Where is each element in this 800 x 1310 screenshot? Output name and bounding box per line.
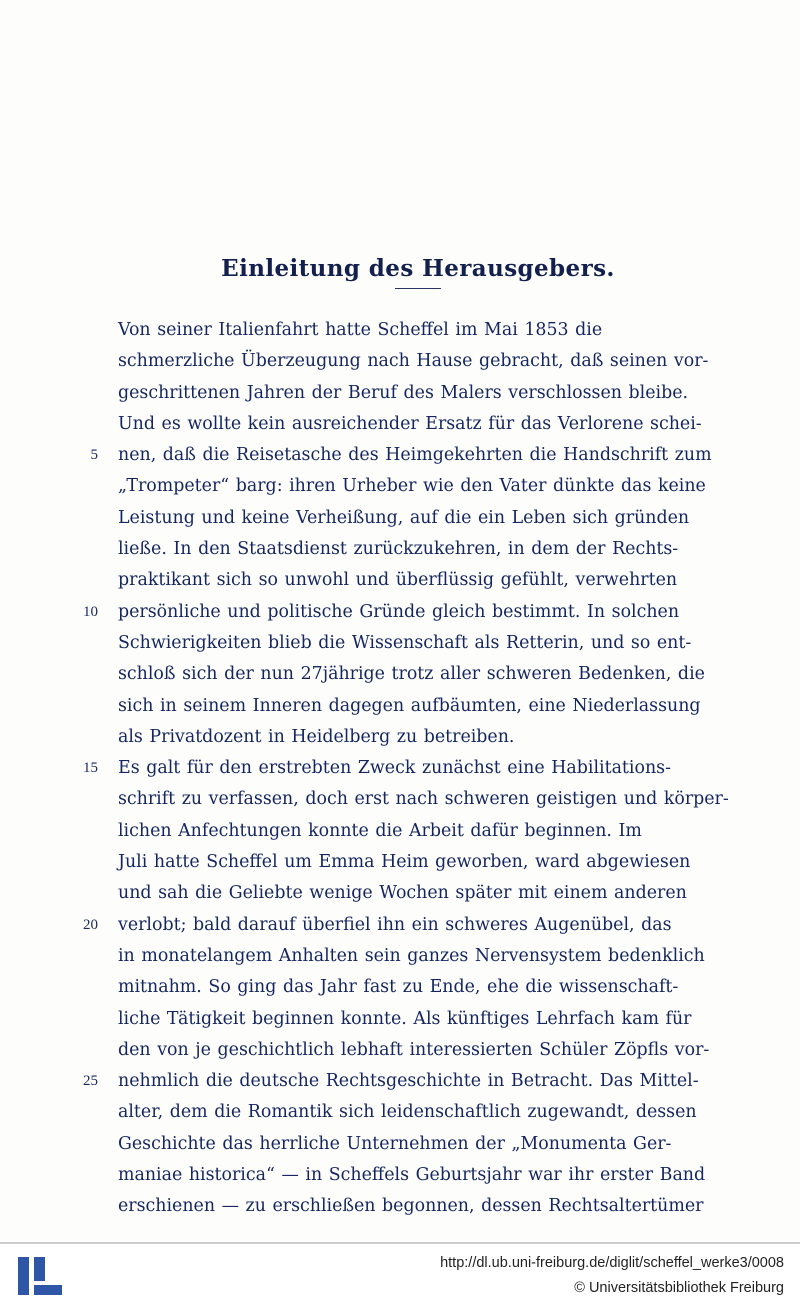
text-line (118, 722, 718, 753)
line-number: 10 (83, 603, 98, 620)
line-text: Von seiner Italienfahrt hatte Scheffel im Mai 1853 die (118, 320, 603, 340)
text-line (118, 471, 718, 502)
body-text (83, 315, 729, 1223)
line-text: lichen Anfechtungen konnte die Arbeit dafür beginnen. Im (118, 820, 642, 841)
text-line (118, 1097, 718, 1128)
line-text: nehmlich die deutsche Rechtsgeschichte in Betracht. Das Mittel- (118, 1071, 699, 1092)
line-text: verlobt; bald darauf überfiel ihn ein schweres Augenübel, das (118, 914, 672, 935)
text-line (118, 1035, 718, 1066)
line-text: Schwierigkeiten blieb die Wissenschaft als Retterin, und so ent- (118, 632, 692, 653)
source-url[interactable]: http://dl.ub.uni-freiburg.de/diglit/scheffel_werke3/0008 (440, 1255, 784, 1271)
line-text: Leistung und keine Verheißung, auf die ein Leben sich gründen (118, 507, 690, 528)
title-divider (395, 288, 441, 289)
text-line (118, 1129, 718, 1160)
line-text: persönliche und politische Gründe gleich bestimmt. In solchen (118, 601, 680, 622)
text-line (118, 941, 718, 972)
text-line (118, 503, 718, 534)
line-text: schmerzliche Überzeugung nach Hause gebracht, daß seinen vor- (118, 351, 709, 372)
text-line (118, 409, 718, 440)
line-text: „Trompeter“ barg: ihren Urheber wie den Vater dünkte das keine (118, 476, 706, 497)
text-line (90, 440, 718, 471)
line-text: schloß sich der nun 27jährige trotz aller schweren Bedenken, die (118, 664, 705, 685)
text-line (118, 878, 718, 909)
text-line (118, 972, 718, 1003)
text-line (118, 315, 718, 346)
line-text: Es galt für den erstrebten Zweck zunächst eine Habilitations- (118, 758, 671, 779)
text-line (118, 659, 718, 690)
text-line (83, 753, 718, 784)
text-line (118, 346, 718, 377)
line-text: praktikant sich so unwohl und überflüssig gefühlt, verwehrten (118, 570, 678, 591)
text-line (118, 565, 718, 596)
text-line (83, 597, 718, 628)
line-text: liche Tätigkeit beginnen konnte. Als künftiges Lehrfach kam für (118, 1008, 692, 1029)
text-line (83, 1066, 718, 1097)
line-text: alter, dem die Romantik sich leidenschaftlich zugewandt, dessen (118, 1102, 697, 1123)
line-text: und sah die Geliebte wenige Wochen später mit einem anderen (118, 883, 687, 904)
text-line (118, 378, 718, 409)
text-line (118, 1160, 718, 1191)
line-text: ließe. In den Staatsdienst zurückzukehren, in dem der Rechts- (118, 539, 679, 560)
line-text: sich in seinem Inneren dagegen aufbäumten, eine Niederlassung (118, 695, 701, 716)
line-text: Juli hatte Scheffel um Emma Heim geworben, ward abgewiesen (118, 852, 691, 873)
text-line (118, 628, 718, 659)
text-line (118, 784, 729, 815)
line-number: 5 (90, 447, 98, 464)
footer-text (440, 1251, 784, 1301)
line-text: als Privatdozent in Heidelberg zu betreiben. (118, 726, 515, 747)
line-text: geschrittenen Jahren der Beruf des Malers verschlossen bleibe. (118, 382, 689, 403)
line-text: erschienen — zu erschließen begonnen, dessen Rechtsaltertümer (118, 1196, 704, 1217)
text-line (118, 847, 718, 878)
viewer-footer (0, 1242, 800, 1310)
line-text: nen, daß die Reisetasche des Heimgekehrten die Handschrift zum (118, 445, 712, 466)
text-line (118, 1191, 718, 1222)
line-text: schrift zu verfassen, doch erst nach schweren geistigen und körper- (118, 789, 729, 810)
line-number: 20 (83, 916, 98, 933)
line-text: in monatelangem Anhalten sein ganzes Nervensystem bedenklich (118, 945, 705, 966)
line-text: maniae historica“ — in Scheffels Geburtsjahr war ihr erster Band (118, 1165, 706, 1186)
line-text: Geschichte das herrliche Unternehmen der „Monumenta Ger- (118, 1133, 672, 1154)
line-number: 15 (83, 760, 98, 777)
line-number: 25 (83, 1073, 98, 1090)
page-title: Einleitung des Herausgebers. (221, 255, 615, 282)
text-line (83, 910, 718, 941)
line-text: mitnahm. So ging das Jahr fast zu Ende, ehe die wissenschaft- (118, 977, 679, 998)
page-text-block (83, 255, 729, 1223)
line-text: Und es wollte kein ausreichender Ersatz für das Verlorene schei- (118, 413, 702, 434)
line-text: den von je geschichtlich lebhaft interessierten Schüler Zöpfls vor- (118, 1039, 710, 1060)
copyright-text: © Universitätsbibliothek Freiburg (574, 1280, 784, 1296)
text-line (118, 816, 718, 847)
text-line (118, 1004, 718, 1035)
text-line (118, 691, 718, 722)
text-line (118, 534, 718, 565)
ub-freiburg-logo-icon (18, 1257, 62, 1295)
